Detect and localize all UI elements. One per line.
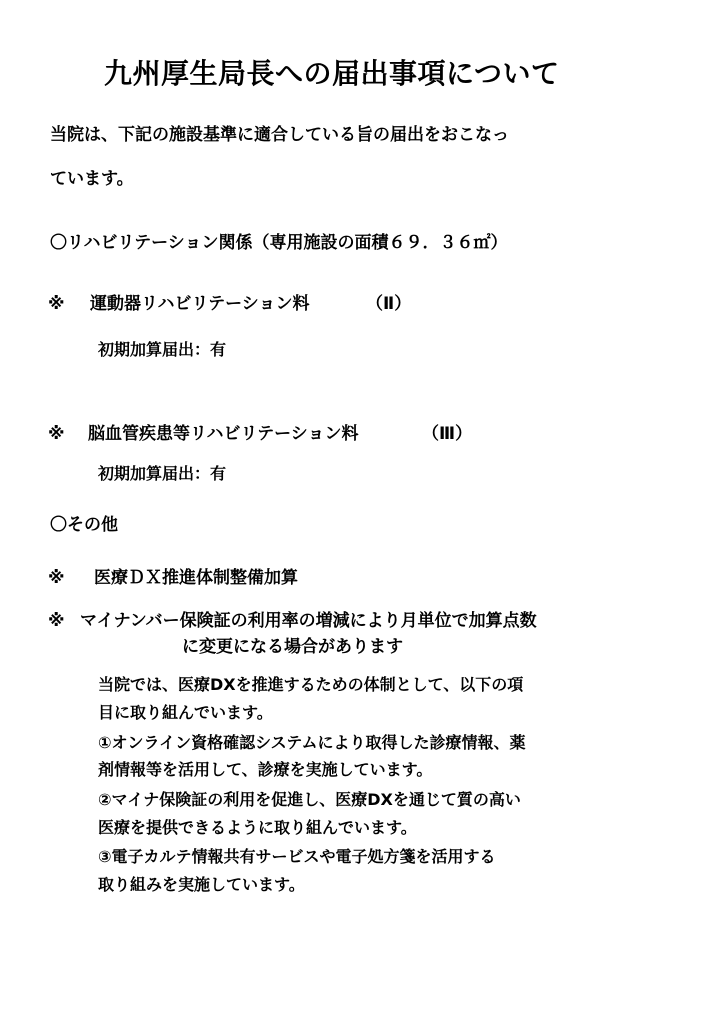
other-section-heading: 〇その他	[50, 515, 118, 535]
dx-paragraph-line: 当院では、医療DXを推進するための体制として、以下の項	[98, 675, 524, 694]
note-mark: ※	[48, 424, 65, 444]
dx-paragraph-line: ②マイナ保険証の利用を促進し、医療DXを通じて質の高い	[98, 790, 521, 809]
cerebrovascular-rehab-grade: （Ⅲ）	[422, 424, 473, 444]
my-number-note-line-2: に変更になる場合があります	[182, 637, 403, 657]
my-number-note-line-1: マイナンバー保険証の利用率の増減により月単位で加算点数	[80, 611, 537, 631]
dx-paragraph-line: 取り組みを実施しています。	[98, 875, 305, 894]
medical-dx-item: 医療ＤＸ推進体制整備加算	[94, 568, 298, 588]
dx-paragraph-line: ①オンライン資格確認システムにより取得した診療情報、薬	[98, 733, 526, 752]
intro-text-line-1: 当院は、下記の施設基準に適合している旨の届出をおこなっ	[50, 125, 509, 145]
page-title: 九州厚生局長への届出事項について	[104, 57, 560, 90]
musculoskeletal-rehab-grade: （Ⅱ）	[366, 294, 412, 314]
rehabilitation-section-heading: 〇リハビリテーション関係（専用施設の面積６９．３６㎡）	[50, 233, 508, 253]
note-mark: ※	[48, 568, 65, 588]
dx-paragraph-line: 剤情報等を活用して、診療を実施しています。	[98, 760, 433, 779]
cerebrovascular-rehab-item: 脳血管疾患等リハビリテーション料	[88, 424, 359, 444]
intro-text-line-2: ています。	[50, 169, 134, 189]
dx-paragraph-line: 目に取り組んでいます。	[98, 703, 273, 722]
note-mark: ※	[48, 294, 65, 314]
musculoskeletal-rehab-item: 運動器リハビリテーション料	[90, 294, 310, 314]
cerebrovascular-rehab-initial-addition: 初期加算届出：有	[98, 464, 227, 483]
note-mark: ※	[48, 611, 65, 631]
dx-paragraph-line: 医療を提供できるように取り組んでいます。	[98, 818, 417, 837]
musculoskeletal-rehab-initial-addition: 初期加算届出：有	[98, 340, 227, 359]
dx-paragraph-line: ③電子カルテ情報共有サービスや電子処方箋を活用する	[98, 847, 496, 866]
